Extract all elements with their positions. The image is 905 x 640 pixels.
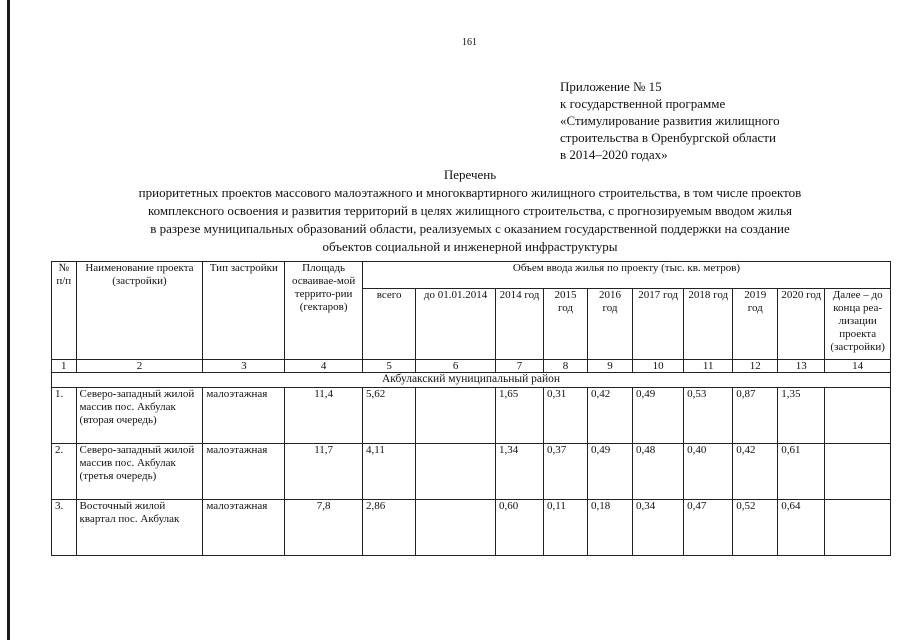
- column-number: 8: [544, 360, 588, 373]
- row-total: 2,86: [362, 500, 415, 556]
- row-area: 11,4: [285, 388, 363, 444]
- page-number: 161: [462, 37, 477, 48]
- table-row: [52, 444, 891, 500]
- column-number: 12: [733, 360, 778, 373]
- header-num: № п/п: [52, 262, 77, 360]
- column-number: 2: [76, 360, 203, 373]
- row-total: 5,62: [362, 388, 415, 444]
- row-2018: 0,40: [684, 444, 733, 500]
- appendix-line: Приложение № 15: [560, 79, 662, 94]
- header-before: до 01.01.2014: [416, 289, 496, 360]
- row-2018: 0,47: [684, 500, 733, 556]
- header-2016: 2016 год: [588, 289, 633, 360]
- row-before: [416, 500, 496, 556]
- row-2020: 0,64: [778, 500, 825, 556]
- row-num: 1.: [52, 388, 77, 444]
- row-later: [825, 500, 891, 556]
- header-2020: 2020 год: [778, 289, 825, 360]
- column-number: 5: [362, 360, 415, 373]
- row-2015: 0,31: [544, 388, 588, 444]
- row-2015: 0,11: [544, 500, 588, 556]
- header-row: [52, 262, 891, 289]
- header-2015: 2015 год: [544, 289, 588, 360]
- row-name: Северо-западный жилой массив пос. Акбулак (третья очередь): [76, 444, 203, 500]
- header-total: всего: [362, 289, 415, 360]
- projects-table: [51, 261, 891, 556]
- row-later: [825, 388, 891, 444]
- row-type: малоэтажная: [203, 500, 285, 556]
- column-number: 6: [416, 360, 496, 373]
- title-line: приоритетных проектов массового малоэтажного и многоквартирного жилищного строительства, в том числе проектов: [138, 185, 802, 200]
- row-2016: 0,49: [588, 444, 633, 500]
- column-number: 4: [285, 360, 363, 373]
- header-name: Наименование проекта (застройки): [76, 262, 203, 360]
- row-2014: 1,34: [495, 444, 543, 500]
- header-2018: 2018 год: [684, 289, 733, 360]
- row-2016: 0,18: [588, 500, 633, 556]
- row-later: [825, 444, 891, 500]
- row-2018: 0,53: [684, 388, 733, 444]
- row-before: [416, 444, 496, 500]
- row-num: 2.: [52, 444, 77, 500]
- header-2014: 2014 год: [495, 289, 543, 360]
- header-2017: 2017 год: [633, 289, 684, 360]
- row-area: 11,7: [285, 444, 363, 500]
- appendix-line: «Стимулирование развития жилищного: [560, 113, 780, 128]
- column-number: 3: [203, 360, 285, 373]
- row-2016: 0,42: [588, 388, 633, 444]
- row-2019: 0,87: [733, 388, 778, 444]
- row-2014: 1,65: [495, 388, 543, 444]
- row-before: [416, 388, 496, 444]
- header-type: Тип застройки: [203, 262, 285, 360]
- column-number: 1: [52, 360, 77, 373]
- row-2020: 0,61: [778, 444, 825, 500]
- header-later: Далее – до конца реа-лизации проекта (застройки): [825, 289, 891, 360]
- region-row: [52, 373, 891, 388]
- title-line: комплексного освоения и развития территорий в целях жилищного строительства, с прогнозируемым вводом жилья: [148, 203, 792, 218]
- row-type: малоэтажная: [203, 388, 285, 444]
- appendix-line: строительства в Оренбургской области: [560, 130, 776, 145]
- row-total: 4,11: [362, 444, 415, 500]
- header-area: Площадь осваивае-мой террито-рии (гектаров): [285, 262, 363, 360]
- header-2019: 2019 год: [733, 289, 778, 360]
- appendix-line: в 2014–2020 годах»: [560, 147, 668, 162]
- column-number: 14: [825, 360, 891, 373]
- title-line: объектов социальной и инженерной инфраструктуры: [322, 239, 618, 254]
- region-name: Акбулакский муниципальный район: [52, 373, 891, 388]
- column-number: 7: [495, 360, 543, 373]
- column-number: 13: [778, 360, 825, 373]
- column-number: 10: [633, 360, 684, 373]
- title-heading: Перечень: [443, 167, 497, 182]
- row-2019: 0,52: [733, 500, 778, 556]
- row-2020: 1,35: [778, 388, 825, 444]
- column-number: 9: [588, 360, 633, 373]
- title-line: в разрезе муниципальных образований области, реализуемых с оказанием государственной поддержки на создание: [150, 221, 790, 236]
- row-area: 7,8: [285, 500, 363, 556]
- column-number-row: [52, 360, 891, 373]
- row-name: Восточный жилой квартал пос. Акбулак: [76, 500, 203, 556]
- document-title: [40, 166, 900, 256]
- appendix-line: к государственной программе: [560, 96, 726, 111]
- row-2014: 0,60: [495, 500, 543, 556]
- row-type: малоэтажная: [203, 444, 285, 500]
- row-num: 3.: [52, 500, 77, 556]
- row-name: Северо-западный жилой массив пос. Акбулак (вторая очередь): [76, 388, 203, 444]
- row-2015: 0,37: [544, 444, 588, 500]
- scan-edge-line: [7, 0, 10, 640]
- appendix-block: [560, 78, 780, 163]
- table-row: [52, 500, 891, 556]
- row-2017: 0,49: [633, 388, 684, 444]
- row-2017: 0,34: [633, 500, 684, 556]
- table-row: [52, 388, 891, 444]
- row-2017: 0,48: [633, 444, 684, 500]
- row-2019: 0,42: [733, 444, 778, 500]
- column-number: 11: [684, 360, 733, 373]
- header-volume: Объем ввода жилья по проекту (тыс. кв. метров): [362, 262, 890, 289]
